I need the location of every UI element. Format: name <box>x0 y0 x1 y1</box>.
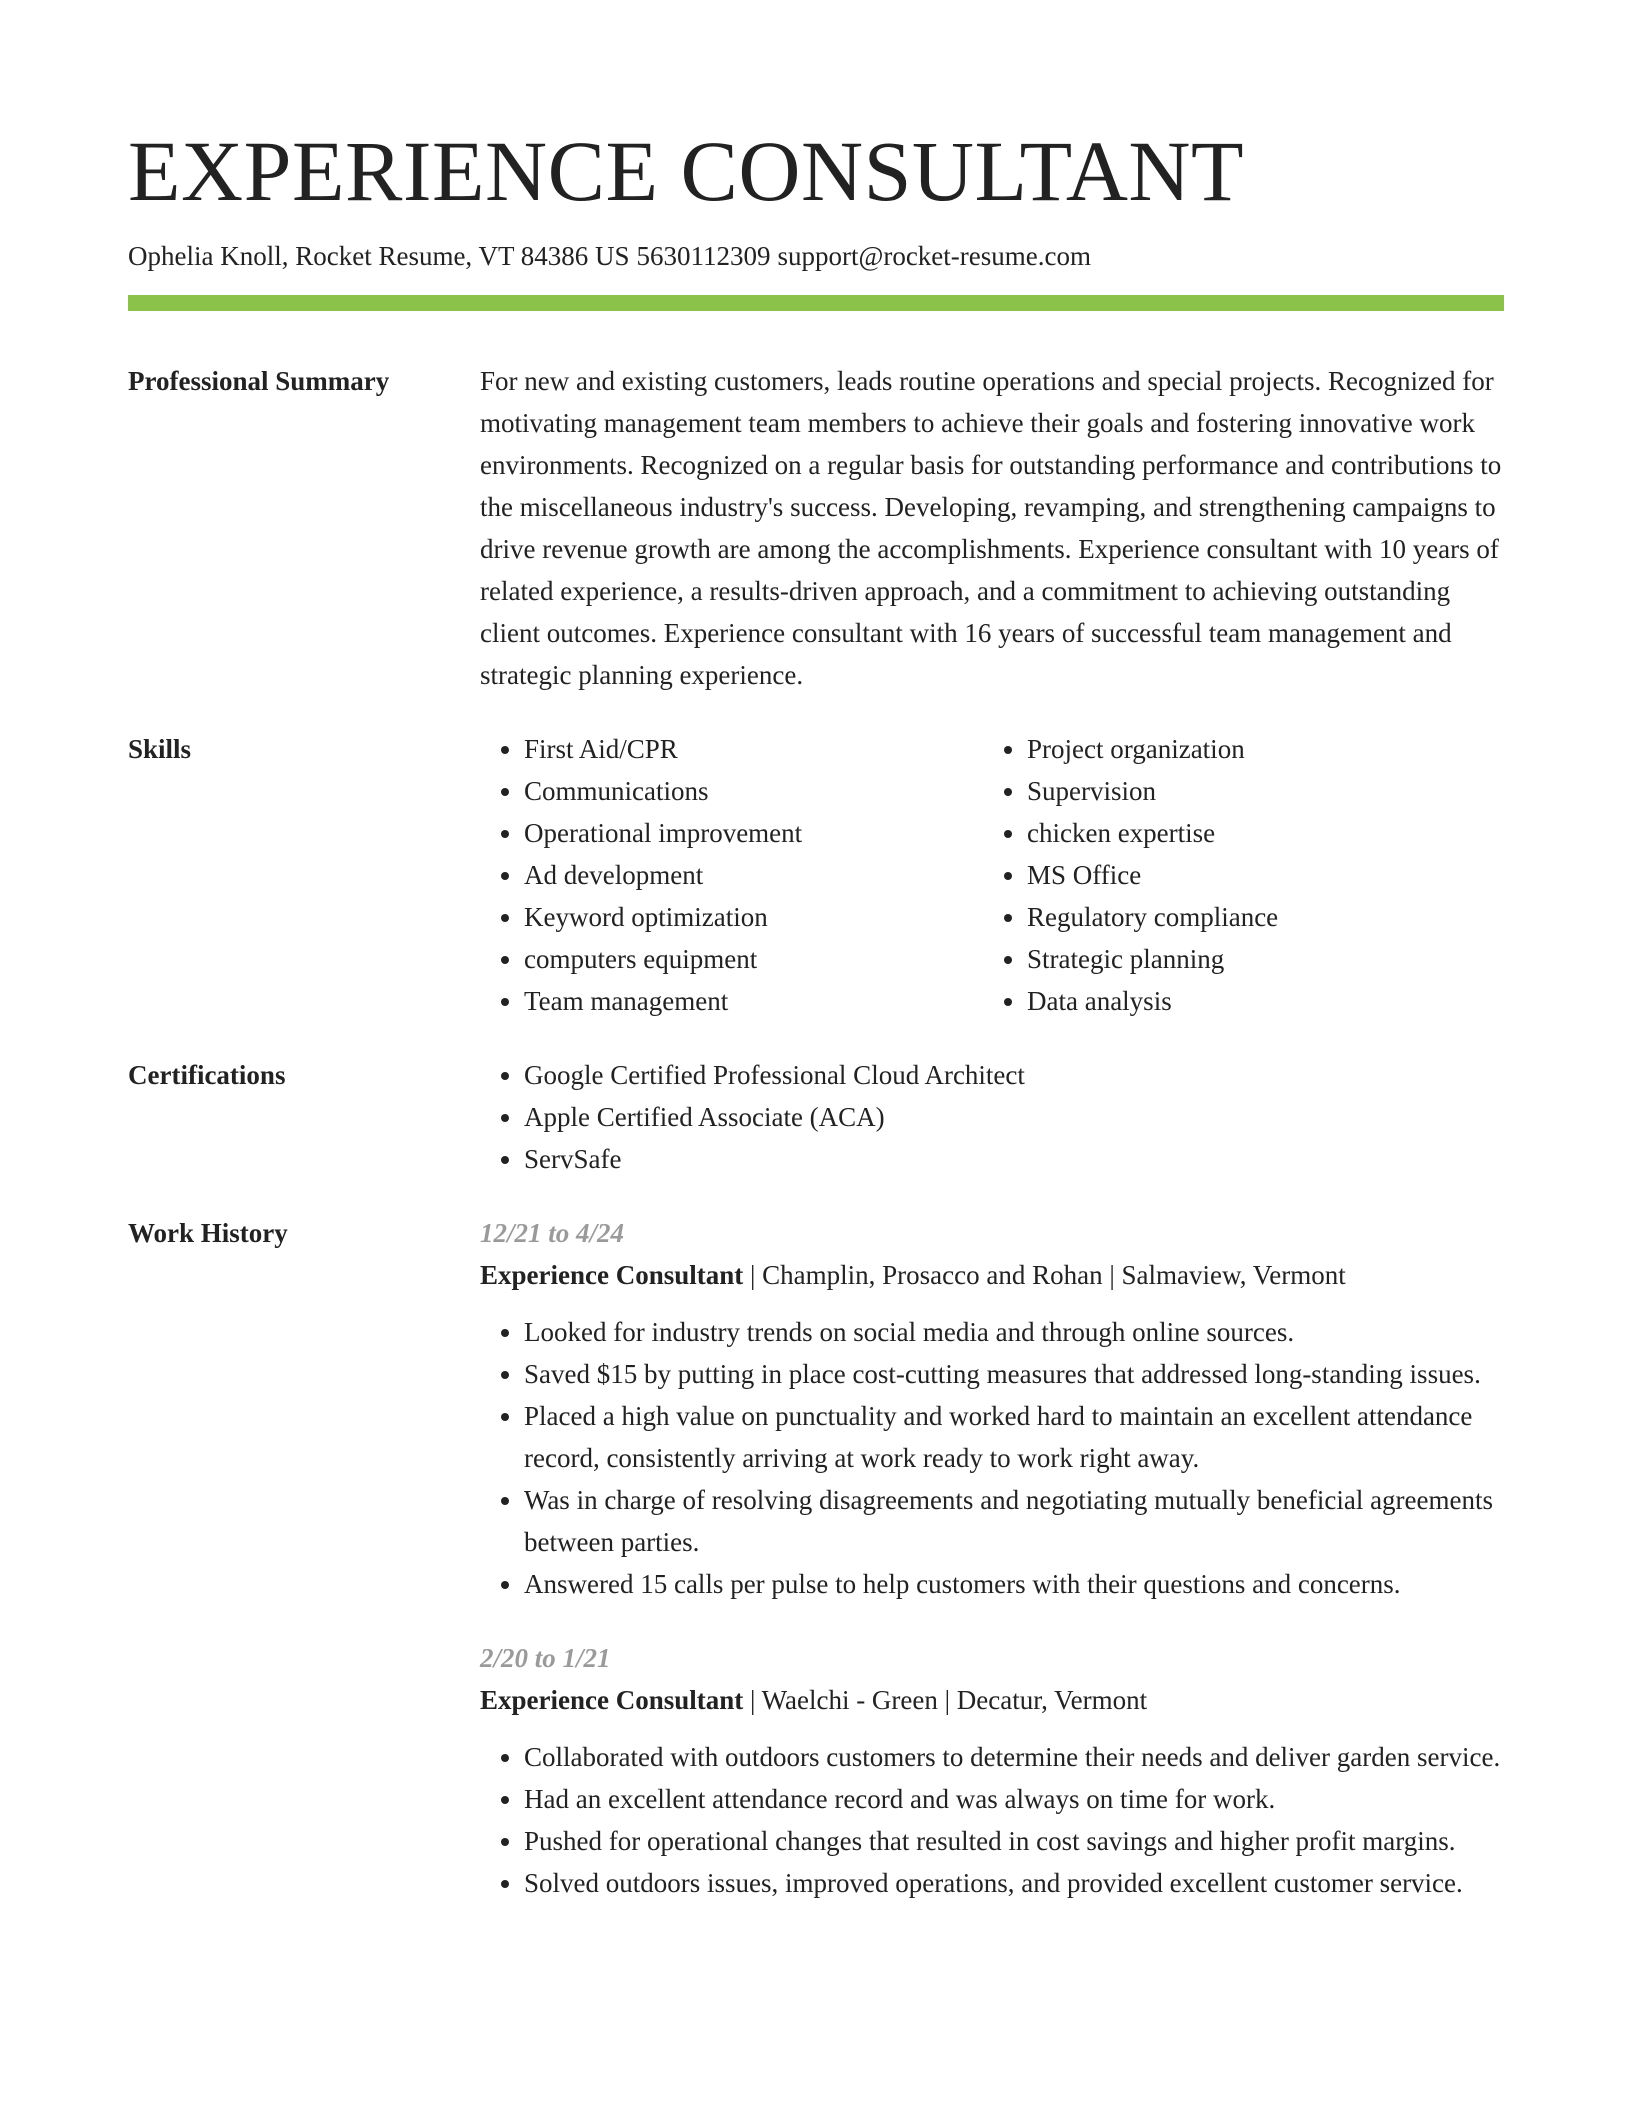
job-dates: 12/21 to 4/24 <box>480 1218 625 1248</box>
skill-item: • computers equipment <box>524 938 983 980</box>
summary-section <box>128 360 1504 696</box>
job-bullets <box>480 1311 1504 1605</box>
certification-item: • Google Certified Professional Cloud Architect <box>524 1054 1504 1096</box>
job-title: Experience Consultant <box>480 1260 744 1290</box>
header-divider <box>128 295 1504 311</box>
work-history-section <box>128 1212 1504 1904</box>
certifications-list <box>480 1054 1504 1180</box>
skill-item: • MS Office <box>1027 854 1504 896</box>
certification-item: • ServSafe <box>524 1138 1504 1180</box>
work-history-heading: Work History <box>128 1218 288 1248</box>
resume-title: EXPERIENCE CONSULTANT <box>128 123 1245 219</box>
job-bullet: • Solved outdoors issues, improved operations, and provided excellent customer service. <box>524 1862 1504 1904</box>
job-bullet: • Saved $15 by putting in place cost-cutting measures that addressed long-standing issues. <box>524 1353 1504 1395</box>
job-bullet: • Answered 15 calls per pulse to help customers with their questions and concerns. <box>524 1563 1504 1605</box>
skill-item: • Keyword optimization <box>524 896 983 938</box>
skill-item: • Regulatory compliance <box>1027 896 1504 938</box>
summary-heading: Professional Summary <box>128 366 390 396</box>
skill-item: • Strategic planning <box>1027 938 1504 980</box>
job-heading <box>480 1679 1504 1721</box>
contact-line <box>128 238 1504 274</box>
resume-page <box>128 0 1504 1904</box>
job-bullet: • Collaborated with outdoors customers to determine their needs and deliver garden service. <box>524 1736 1504 1778</box>
skill-item: • Operational improvement <box>524 812 983 854</box>
skill-item: • Communications <box>524 770 983 812</box>
job-heading <box>480 1254 1504 1296</box>
job-bullet: • Placed a high value on punctuality and worked hard to maintain an excellent attendance record, consistently arriving at work ready to work right away. <box>524 1395 1504 1479</box>
job-bullet: • Looked for industry trends on social media and through online sources. <box>524 1311 1504 1353</box>
summary-text: For new and existing customers, leads routine operations and special projects. Recognized for motivating management team members to achieve their goals and fostering innovative work environments. Recognized on a regular basis for outstanding performance and contributions to the miscellaneous industry's success. Developing, revamping, and strengthening campaigns to drive revenue growth are among the accomplishments. Experience consultant with 10 years of related experience, a results-driven approach, and a commitment to achieving outstanding client outcomes. Experience consultant with 16 years of successful team management and strategic planning experience. <box>480 366 1502 690</box>
skill-item: • chicken expertise <box>1027 812 1504 854</box>
job-title: Experience Consultant <box>480 1685 744 1715</box>
skill-item: • Project organization <box>1027 728 1504 770</box>
contact-phone: 5630112309 <box>636 241 771 271</box>
job-dates: 2/20 to 1/21 <box>480 1643 611 1673</box>
contact-person-address: Ophelia Knoll, Rocket Resume, VT 84386 US <box>128 241 630 271</box>
job-bullets <box>480 1736 1504 1904</box>
skills-section <box>128 728 1504 1022</box>
certifications-section <box>128 1054 1504 1180</box>
job-entry <box>480 1637 1504 1904</box>
job-employer-location: | Champlin, Prosacco and Rohan | Salmaview, Vermont <box>743 1260 1346 1290</box>
skill-item: • First Aid/CPR <box>524 728 983 770</box>
skill-item: • Ad development <box>524 854 983 896</box>
certifications-body <box>480 1054 1504 1180</box>
skill-item: • Data analysis <box>1027 980 1504 1022</box>
skill-item: • Team management <box>524 980 983 1022</box>
skills-columns <box>480 728 1504 1022</box>
job-employer-location: | Waelchi - Green | Decatur, Vermont <box>743 1685 1148 1715</box>
skills-list-right <box>983 728 1504 1022</box>
job-bullet: • Was in charge of resolving disagreements and negotiating mutually beneficial agreements between parties. <box>524 1479 1504 1563</box>
job-entry <box>480 1212 1504 1605</box>
skills-heading: Skills <box>128 734 192 764</box>
work-history-body <box>480 1212 1504 1904</box>
job-bullet: • Had an excellent attendance record and was always on time for work. <box>524 1778 1504 1820</box>
certifications-heading: Certifications <box>128 1060 286 1090</box>
contact-email: support@rocket-resume.com <box>777 241 1091 271</box>
job-bullet: • Pushed for operational changes that resulted in cost savings and higher profit margins. <box>524 1820 1504 1862</box>
certification-item: • Apple Certified Associate (ACA) <box>524 1096 1504 1138</box>
skills-list-left <box>480 728 983 1022</box>
skill-item: • Supervision <box>1027 770 1504 812</box>
